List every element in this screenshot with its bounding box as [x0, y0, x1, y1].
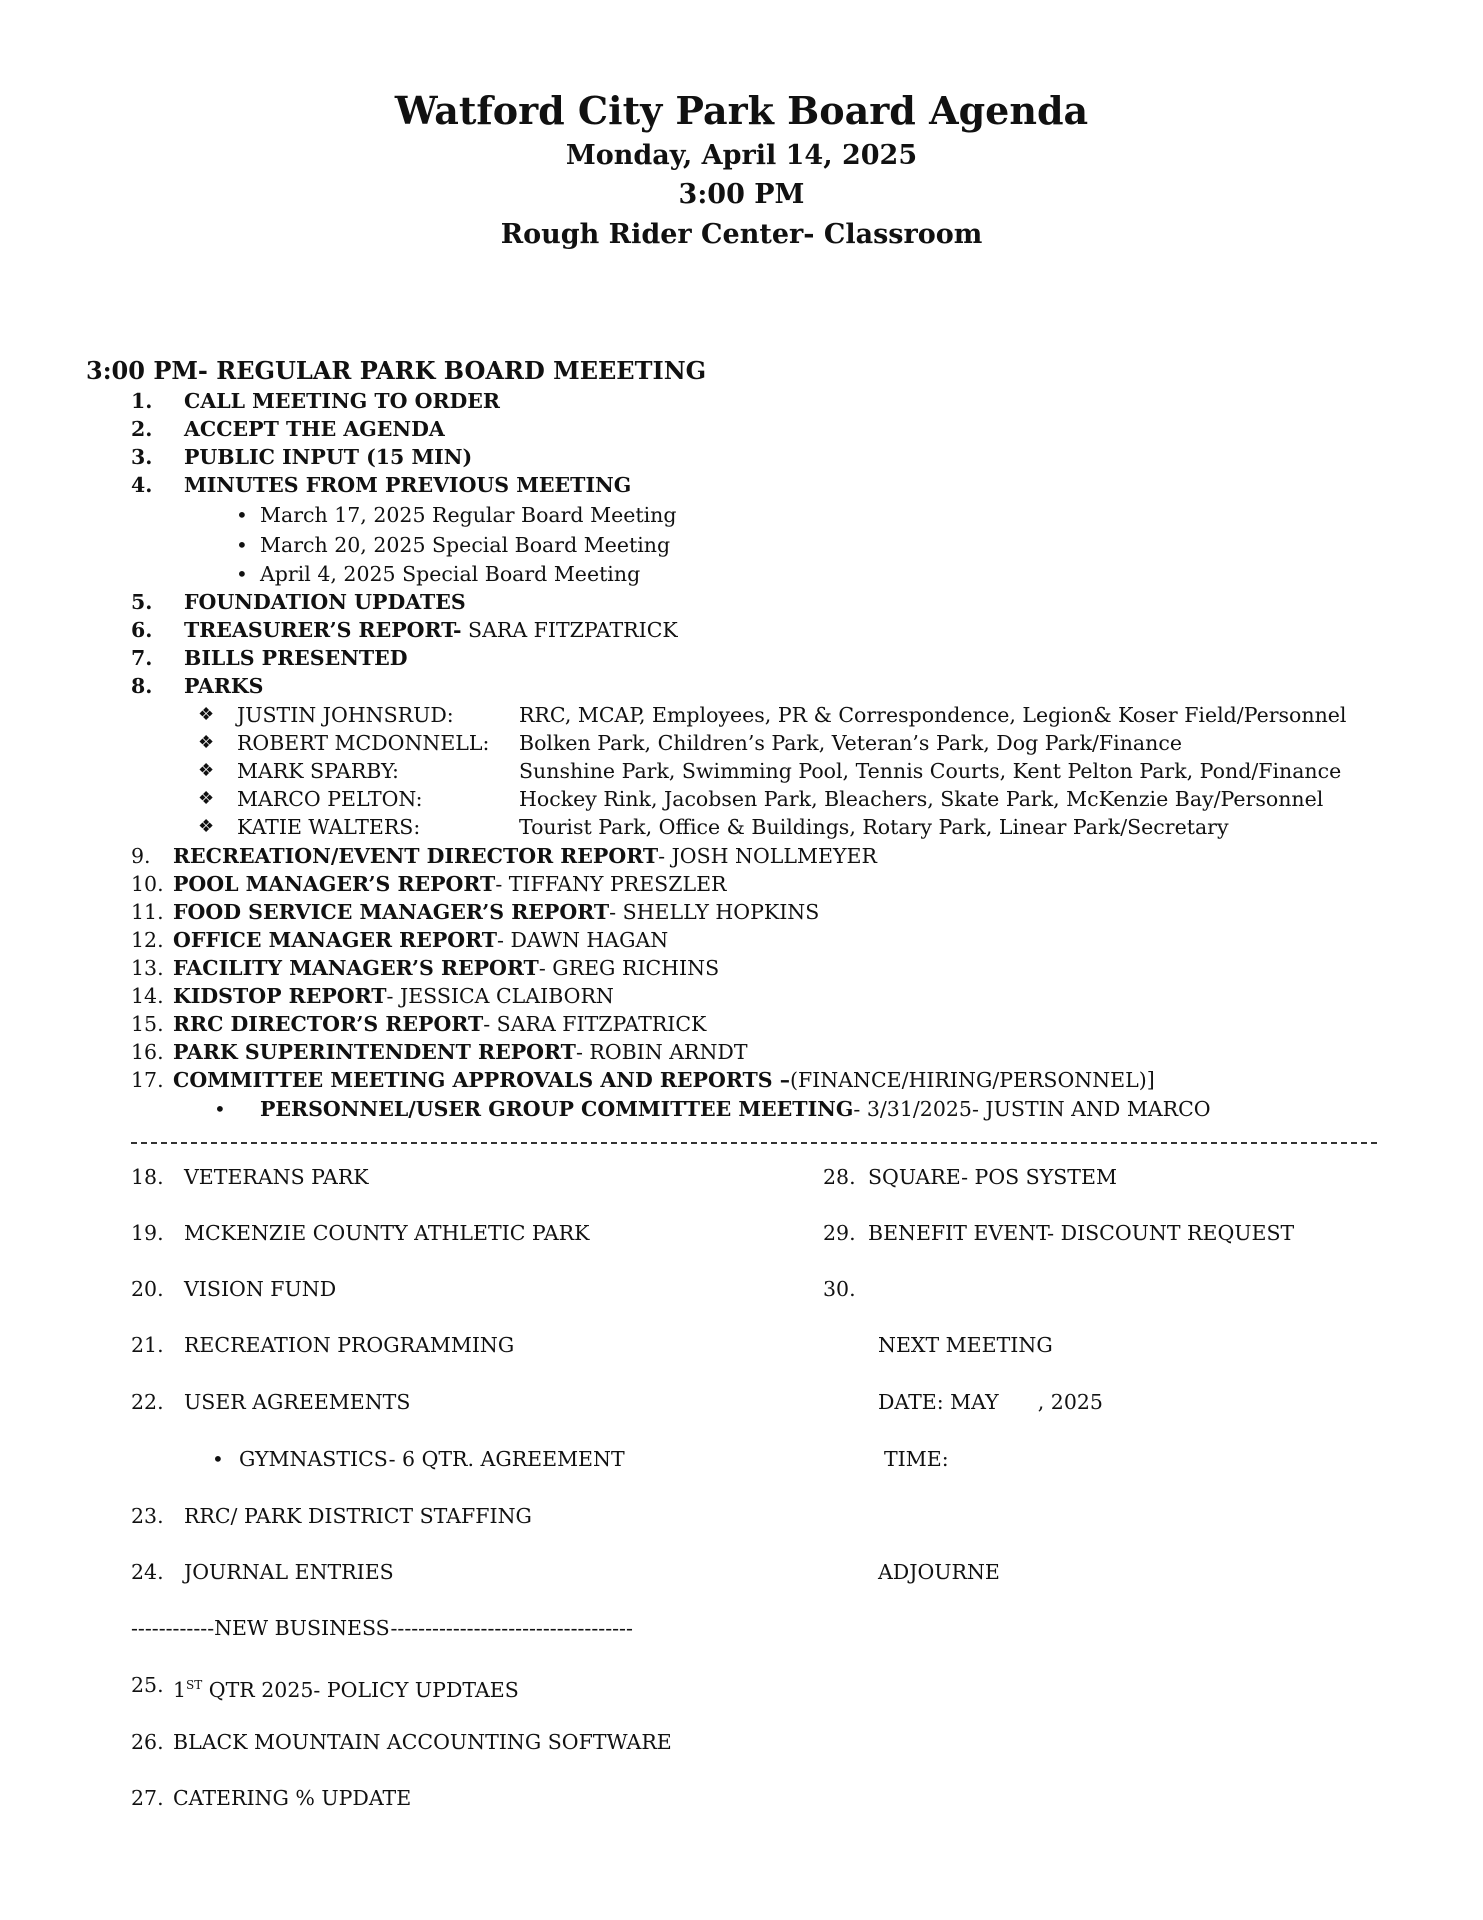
item-number: 1.: [131, 389, 153, 413]
park-areas: Bolken Park, Children’s Park, Veteran’s Park, Dog Park/Finance: [519, 731, 1182, 755]
item-title: BILLS PRESENTED: [184, 646, 408, 670]
item-title: USER AGREEMENTS: [184, 1390, 411, 1414]
item-title: OFFICE MANAGER REPORT: [173, 928, 498, 952]
item-number: 21.: [131, 1333, 164, 1357]
item-number: 5.: [131, 590, 153, 614]
bullet-icon: •: [236, 533, 248, 557]
section-title: 3:00 PM- REGULAR PARK BOARD MEEETING: [86, 356, 707, 385]
next-meeting-label: NEXT MEETING: [878, 1333, 1053, 1357]
item-number: 7.: [131, 646, 153, 670]
park-person: ROBERT MCDONNELL:: [237, 731, 490, 755]
item-detail: - DAWN HAGAN: [497, 928, 669, 952]
item-detail: - GREG RICHINS: [538, 956, 720, 980]
item-title: ACCEPT THE AGENDA: [184, 417, 445, 441]
item-number: 2.: [131, 417, 153, 441]
item-number: 20.: [131, 1277, 164, 1301]
item-number: 28.: [823, 1165, 856, 1189]
item-line: [173, 1039, 748, 1065]
item-title: COMMITTEE MEETING APPROVALS AND REPORTS –: [173, 1068, 790, 1092]
item-number: 19.: [131, 1221, 164, 1245]
item-title: FOUNDATION UPDATES: [184, 590, 466, 614]
bullet-icon: •: [236, 562, 248, 586]
minutes-bullet: March 17, 2025 Regular Board Meeting: [260, 503, 677, 527]
item-line: [173, 927, 668, 953]
item-number: 27.: [131, 1786, 164, 1810]
park-person: JUSTIN JOHNSRUD:: [237, 703, 454, 727]
diamond-bullet-icon: ❖: [198, 760, 215, 781]
committee-detail: - 3/31/2025- JUSTIN AND MARCO: [853, 1097, 1211, 1121]
item-title: BLACK MOUNTAIN ACCOUNTING SOFTWARE: [173, 1730, 672, 1754]
park-person: MARK SPARBY:: [237, 759, 399, 783]
item-title: MCKENZIE COUNTY ATHLETIC PARK: [184, 1221, 590, 1245]
item-number: 10.: [131, 872, 164, 896]
meeting-time: 3:00 PM: [678, 179, 805, 210]
item-title: CATERING % UPDATE: [173, 1786, 412, 1810]
item-number: 25.: [131, 1673, 164, 1697]
item-number: 30.: [823, 1277, 856, 1301]
meeting-location: Rough Rider Center- Classroom: [500, 219, 983, 250]
item-number: 23.: [131, 1504, 164, 1528]
item-detail: (FINANCE/HIRING/PERSONNEL)]: [789, 1068, 1155, 1092]
item-title: PUBLIC INPUT (15 MIN): [184, 445, 473, 469]
item-title: TREASURER’S REPORT-: [184, 618, 462, 642]
item-number: 17.: [131, 1068, 164, 1092]
bullet-icon: •: [236, 503, 248, 527]
item-title: FACILITY MANAGER’S REPORT: [173, 956, 539, 980]
park-person: KATIE WALTERS:: [237, 815, 421, 839]
adjourn-label: ADJOURNE: [878, 1560, 1000, 1584]
item-number: 15.: [131, 1012, 164, 1036]
diamond-bullet-icon: ❖: [198, 816, 215, 837]
item-line: [184, 617, 678, 643]
item-detail: - TIFFANY PRESZLER: [495, 872, 727, 896]
user-agreement-bullet: GYMNASTICS- 6 QTR. AGREEMENT: [239, 1447, 625, 1471]
item-line: [173, 1011, 706, 1037]
item-title: BENEFIT EVENT- DISCOUNT REQUEST: [868, 1221, 1295, 1245]
diamond-bullet-icon: ❖: [198, 704, 215, 725]
item-number: 12.: [131, 928, 164, 952]
item-line: [173, 1067, 1155, 1093]
item-title: [173, 1672, 519, 1703]
item-number: 3.: [131, 445, 153, 469]
item-line: [173, 871, 726, 897]
item-number: 6.: [131, 618, 153, 642]
item-detail: - SHELLY HOPKINS: [609, 900, 820, 924]
item-number: 14.: [131, 984, 164, 1008]
item-number: 8.: [131, 674, 153, 698]
item-line: [173, 843, 877, 869]
item-title: PARKS: [184, 674, 264, 698]
item-title: RECREATION PROGRAMMING: [184, 1333, 515, 1357]
park-areas: Hockey Rink, Jacobsen Park, Bleachers, Skate Park, McKenzie Bay/Personnel: [519, 787, 1324, 811]
park-areas: RRC, MCAP, Employees, PR & Correspondence, Legion& Koser Field/Personnel: [519, 703, 1347, 727]
item-detail: SARA FITZPATRICK: [461, 618, 678, 642]
item-detail: - SARA FITZPATRICK: [483, 1012, 707, 1036]
agenda-title: Watford City Park Board Agenda: [394, 88, 1089, 133]
item-number: 9.: [131, 844, 151, 868]
minutes-bullet: March 20, 2025 Special Board Meeting: [260, 533, 671, 557]
new-business-divider: ------------NEW BUSINESS-----------------------------------: [131, 1616, 633, 1640]
item-title: CALL MEETING TO ORDER: [184, 389, 500, 413]
item-number: 16.: [131, 1040, 164, 1064]
item-detail: - JESSICA CLAIBORN: [386, 984, 614, 1008]
item-number: 11.: [131, 900, 164, 924]
item-number: 29.: [823, 1221, 856, 1245]
next-meeting-date: DATE: MAY , 2025: [878, 1390, 1103, 1414]
meeting-date: Monday, April 14, 2025: [565, 140, 918, 171]
item-title: MINUTES FROM PREVIOUS MEETING: [184, 473, 632, 497]
item-title: VETERANS PARK: [184, 1165, 369, 1189]
item-number: 4.: [131, 473, 153, 497]
item-title-prefix: 1: [173, 1678, 187, 1702]
item-title: RECREATION/EVENT DIRECTOR REPORT: [173, 844, 659, 868]
item-number: 18.: [131, 1165, 164, 1189]
park-person: MARCO PELTON:: [237, 787, 423, 811]
dashed-divider: [131, 1142, 1377, 1144]
item-title: SQUARE- POS SYSTEM: [868, 1165, 1117, 1189]
item-title-sup: ST: [186, 1678, 203, 1692]
item-line: [173, 899, 819, 925]
item-number: 24.: [131, 1560, 164, 1584]
item-number: 26.: [131, 1730, 164, 1754]
item-title: RRC/ PARK DISTRICT STAFFING: [184, 1504, 532, 1528]
item-title: RRC DIRECTOR’S REPORT: [173, 1012, 484, 1036]
item-title: JOURNAL ENTRIES: [184, 1560, 394, 1584]
item-line: [173, 983, 614, 1009]
diamond-bullet-icon: ❖: [198, 732, 215, 753]
diamond-bullet-icon: ❖: [198, 788, 215, 809]
park-areas: Tourist Park, Office & Buildings, Rotary Park, Linear Park/Secretary: [519, 815, 1229, 839]
item-title: PARK SUPERINTENDENT REPORT: [173, 1040, 576, 1064]
bullet-icon: •: [214, 1097, 226, 1121]
committee-title: PERSONNEL/USER GROUP COMMITTEE MEETING: [260, 1097, 854, 1121]
item-title: KIDSTOP REPORT: [173, 984, 387, 1008]
item-title: VISION FUND: [184, 1277, 337, 1301]
item-number: 13.: [131, 956, 164, 980]
bullet-icon: •: [212, 1447, 224, 1471]
item-line: [173, 955, 719, 981]
item-title: POOL MANAGER’S REPORT: [173, 872, 496, 896]
item-title-text: QTR 2025- POLICY UPDTAES: [202, 1678, 519, 1702]
minutes-bullet: April 4, 2025 Special Board Meeting: [260, 562, 641, 586]
next-meeting-time: TIME:: [884, 1447, 949, 1471]
item-title: FOOD SERVICE MANAGER’S REPORT: [173, 900, 610, 924]
park-areas: Sunshine Park, Swimming Pool, Tennis Courts, Kent Pelton Park, Pond/Finance: [519, 759, 1342, 783]
item-detail: - ROBIN ARNDT: [575, 1040, 748, 1064]
item-detail: - JOSH NOLLMEYER: [658, 844, 877, 868]
item-number: 22.: [131, 1390, 164, 1414]
committee-bullet: [260, 1096, 1211, 1122]
